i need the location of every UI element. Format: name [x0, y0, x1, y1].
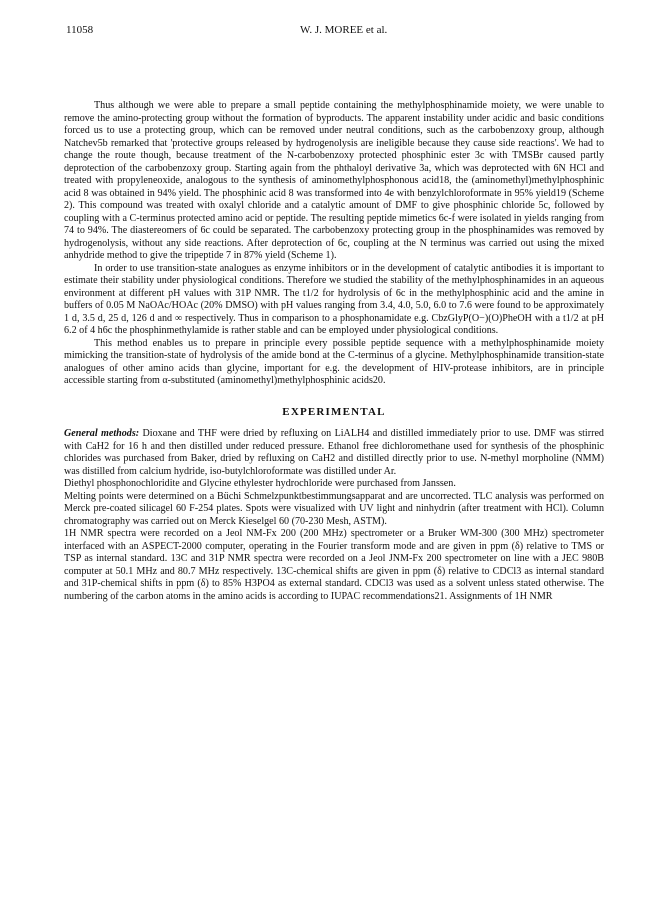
paragraph-melting-points: Melting points were determined on a Büchi Schmelzpunktbestimmungsapparat and are uncorrected. TLC analysis was performed on Merck pre-coated silicagel 60 F-254 plates. Spots were visualized with UV light and ninhydrin (after treatment with HCl). Column chromatography was carried out on Merck Kieselgel 60 (70-230 Mesh, ASTM). — [64, 490, 604, 527]
paragraph-nmr: 1H NMR spectra were recorded on a Jeol NM-Fx 200 (200 MHz) spectrometer or a Bruker WM-300 (300 MHz) spectrometer interfaced with an ASPECT-2000 computer, operating in the Fourier transform mode and are given in ppm (δ) relative to TMS or TSP as internal standard. 13C and 31P NMR spectra were recorded on a Jeol JNM-Fx 200 spectrometer on line with a JEC 980B computer at 50.1 MHz and 80.7 MHz respectively. 13C-chemical shifts are given in ppm (δ) relative to CDCl3 as internal standard and 31P-chemical shifts in ppm (δ) to 85% H3PO4 as external standard. CDCl3 was used as a solvent unless stated otherwise. The numbering of the carbon atoms in the amino acids is according to IUPAC recommendations21. Assignments of 1H NMR — [64, 528, 604, 602]
paragraph-general-methods — [64, 428, 604, 478]
paragraph-stability: In order to use transition-state analogues as enzyme inhibitors or in the development of catalytic antibodies it is important to estimate their stability under physiological conditions. Therefore we studied the stability of the methylphosphinamides in an aqueous environment at different pH values with 31P NMR. The t1/2 for hydrolysis of 6c in the methylphosphinic acid and the amine in buffers of 0.05 M NaOAc/HOAc (20% DMSO) with pH values ranging from 3.4, 4.0, 5.0, 6.0 to 7.6 were found to be approximately 1 d, 3.5 d, 25 d, 126 d and ∞ respectively. Thus in comparison to a phosphonamidate e.g. CbzGlyP(O−)(O)PheOH with a t1/2 at pH 6.2 of 4 h6c the phosphinmethylamide is rather stable and can be employed under physiological conditions. — [64, 262, 604, 336]
paragraph-route: Thus although we were able to prepare a small peptide containing the methylphosphinamide moiety, we were unable to remove the amino-protecting group without the formation of byproducts. The apparent instability under acidic and basic conditions forced us to use a protecting group, which can be removed under neutral conditions, such as the carbobenzoxy group, although Natchev5b remarked that 'protective groups released by hydrogenolysis are ineligible because they cause side reactions'. We had to change the route though, because treatment of the N-carbobenzoxy protected phosphinic ester 3c with TMSBr caused partly deprotection of the carbobenzoxy group. Starting again from the phthaloyl derivative 3a, which was deprotected with 6N HCl and treated with propyleneoxide, analogous to the synthesis of aminomethylphosphonous acid18, the (aminomethyl)methylphosphinic acid 8 was obtained in 94% yield. The phosphinic acid 8 was transformed into 4e with benzylchloroformate in 95% yield19 (Scheme 2). This compound was treated with oxalyl chloride and a catalytic amount of DMF to give phosphinic chloride 5c, followed by coupling with a C-terminus protected amino acid or peptide. The resulting peptide mimetics 6c-f were isolated in yields ranging from 74 to 94%. The diastereomers of 6c could be separated. The carbobenzoxy protecting group in the phosphinamides was removed by hydrogenolysis, without any side reactions. After deprotection of 6c, coupling at the N terminus was carried out using the mixed anhydride method to give the tripeptide 7 in 87% yield (Scheme 1). — [64, 100, 604, 261]
article-body — [64, 100, 604, 603]
page-number: 11058 — [66, 24, 94, 36]
section-heading-experimental: EXPERIMENTAL — [282, 405, 386, 418]
paragraph-method: This method enables us to prepare in principle every possible peptide sequence with a methylphosphinamide moiety mimicking the transition-state of hydrolysis of the amide bond at the C-terminus of a glycine. Methylphosphinamide transition-state analogues of other amino acids than glycine, important for e.g. the development of HIV-protease inhibitors, are in principle accessible starting from α-substituted (aminomethyl)methylphosphinic acids20. — [64, 337, 604, 386]
running-title: W. J. MOREE et al. — [300, 24, 388, 36]
paragraph-janssen: Diethyl phosphonochloridite and Glycine ethylester hydrochloride were purchased from Janssen. — [64, 478, 456, 489]
general-methods-text: Dioxane and THF were dried by refluxing on LiALH4 and distilled immediately prior to use. DMF was stirred with CaH2 for 16 h and then distilled under reduced pressure. Ethanol free dichloromethane used for synthesis of the phosphinic chlorides was purchased from Baker, dried by refluxing on CaH2 and distilled directly prior to use. N-methyl morpholine (NMM) was distilled from calcium hydride, iso-butylchloroformate was distilled under Ar. — [64, 428, 604, 477]
general-methods-label: General methods: — [64, 428, 140, 439]
